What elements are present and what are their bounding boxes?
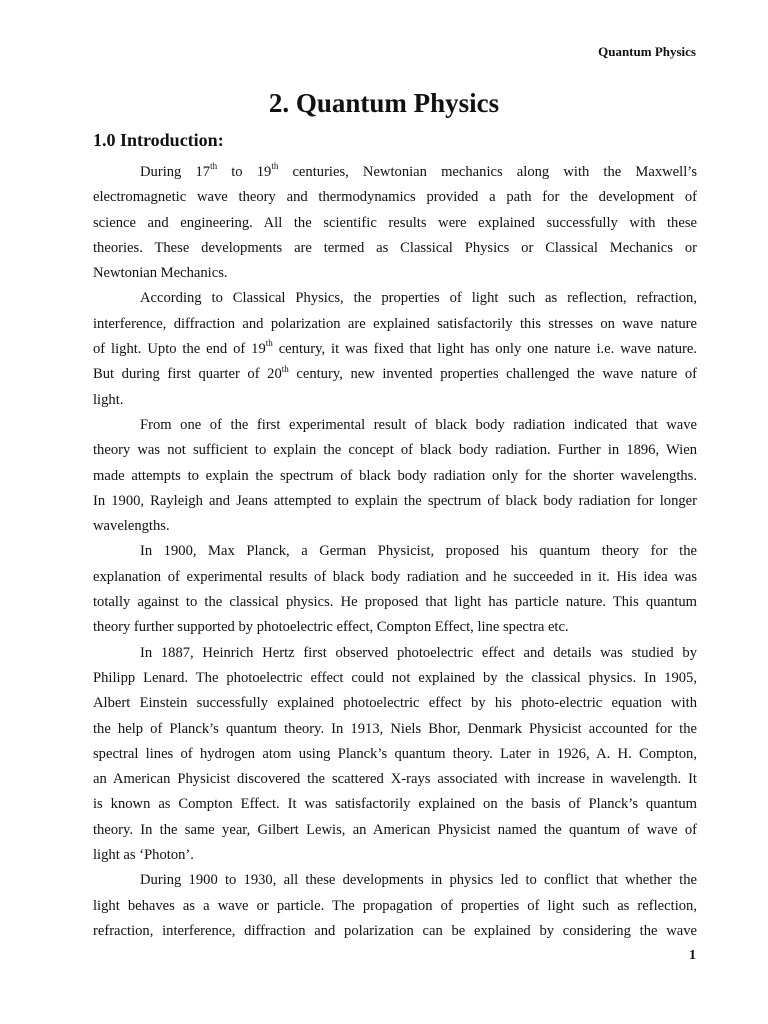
text-run: an American Physicist discovered the scattered X-rays associated with increase in wavelength. It [93, 771, 697, 788]
text-line [93, 539, 697, 564]
text-run: In 1900, Rayleigh and Jeans attempted to explain the spectrum of black body radiation for longer [93, 492, 697, 509]
section-heading: 1.0 Introduction: [93, 130, 224, 150]
text-line [93, 464, 697, 489]
text-run: the help of Planck’s quantum theory. In 1913, Niels Bhor, Denmark Physicist accounted for the [93, 720, 697, 737]
text-run: In 1900, Max Planck, a German Physicist, proposed his quantum theory for the [140, 543, 697, 560]
text-run: to 19 [217, 164, 272, 180]
text-run: Philipp Lenard. The photoelectric effect could not explained by the classical physics. In 1905, [93, 669, 697, 686]
text-line [93, 717, 697, 742]
text-run: centuries, Newtonian mechanics along with the Maxwell’s [278, 164, 697, 180]
text-run: Albert Einstein successfully explained photoelectric effect by his photo-electric equation with [93, 695, 697, 712]
text-line [93, 236, 697, 261]
text-run: made attempts to explain the spectrum of black body radiation only for the shorter wavelengths. [93, 467, 697, 484]
superscript: th [281, 363, 289, 374]
text-line [93, 514, 697, 539]
text-line [93, 691, 697, 716]
text-line [93, 641, 697, 666]
superscript: th [210, 161, 218, 172]
text-run: electromagnetic wave theory and thermodynamics provided a path for the development of [93, 189, 697, 206]
text-line [93, 767, 697, 792]
text-run: century, new invented properties challenged the wave nature of [288, 366, 697, 383]
running-header: Quantum Physics [598, 44, 696, 59]
text-run: theory. In the same year, Gilbert Lewis, an American Physicist named the quantum of wave of [93, 821, 697, 838]
text-run: of light. Upto the end of 19 [93, 341, 266, 358]
text-line [93, 843, 697, 868]
text-line [93, 868, 697, 893]
text-line [93, 742, 697, 767]
text-run: Newtonian Mechanics. [93, 265, 228, 282]
text-line [93, 185, 697, 210]
text-run: refraction, interference, diffraction and polarization can be explained by considering the wave [93, 922, 697, 939]
text-run: is known as Compton Effect. It was satisfactorily explained on the basis of Planck’s quantum [93, 796, 697, 813]
text-line [93, 894, 697, 919]
text-run: During 17 [140, 164, 211, 180]
text-run: According to Classical Physics, the properties of light such as reflection, refraction, [140, 290, 697, 307]
text-run: spectral lines of hydrogen atom using Planck’s quantum theory. Later in 1926, A. H. Compton, [93, 745, 697, 762]
text-run: theory further supported by photoelectric effect, Compton Effect, line spectra etc. [93, 619, 569, 636]
text-run: theories. These developments are termed as Classical Physics or Classical Mechanics or [93, 239, 697, 256]
text-run: theory was not sufficient to explain the concept of black body radiation. Further in 1896, Wien [93, 442, 697, 459]
text-line [93, 792, 697, 817]
text-run: light as ‘Photon’. [93, 847, 194, 864]
text-line [93, 211, 697, 236]
text-line [93, 362, 697, 387]
text-run: wavelengths. [93, 518, 170, 535]
text-run: interference, diffraction and polarization are explained satisfactorily this stresses on wave nature [93, 315, 697, 332]
text-run: science and engineering. All the scientific results were explained successfully with these [93, 214, 697, 231]
text-line [93, 489, 697, 514]
text-run: light. [93, 391, 124, 408]
body-text [93, 160, 697, 944]
text-line [93, 565, 697, 590]
text-line [93, 286, 697, 311]
text-run: explanation of experimental results of black body radiation and he succeeded in it. His idea was [93, 568, 697, 585]
text-line [93, 919, 697, 944]
superscript: th [265, 338, 273, 349]
text-line [93, 666, 697, 691]
chapter-title: 2. Quantum Physics [268, 88, 500, 118]
text-line [93, 413, 697, 438]
page-number: 1 [689, 948, 696, 963]
text-line [93, 337, 697, 362]
text-run: During 1900 to 1930, all these developments in physics led to conflict that whether the [140, 872, 697, 889]
text-line [93, 590, 697, 615]
text-run: century, it was fixed that light has only one nature i.e. wave nature. [272, 341, 697, 358]
text-line [93, 312, 697, 337]
text-run: From one of the first experimental result of black body radiation indicated that wave [140, 416, 697, 433]
superscript: th [271, 161, 279, 172]
text-run: In 1887, Heinrich Hertz first observed photoelectric effect and details was studied by [140, 644, 697, 661]
text-run: But during first quarter of 20 [93, 366, 282, 383]
text-line [93, 160, 697, 185]
text-line [93, 438, 697, 463]
text-run: totally against to the classical physics. He proposed that light has particle nature. This quantum [93, 594, 697, 611]
text-line [93, 388, 697, 413]
text-line [93, 615, 697, 640]
text-line [93, 818, 697, 843]
text-line [93, 261, 697, 286]
text-run: light behaves as a wave or particle. The propagation of properties of light such as reflection, [93, 897, 697, 914]
